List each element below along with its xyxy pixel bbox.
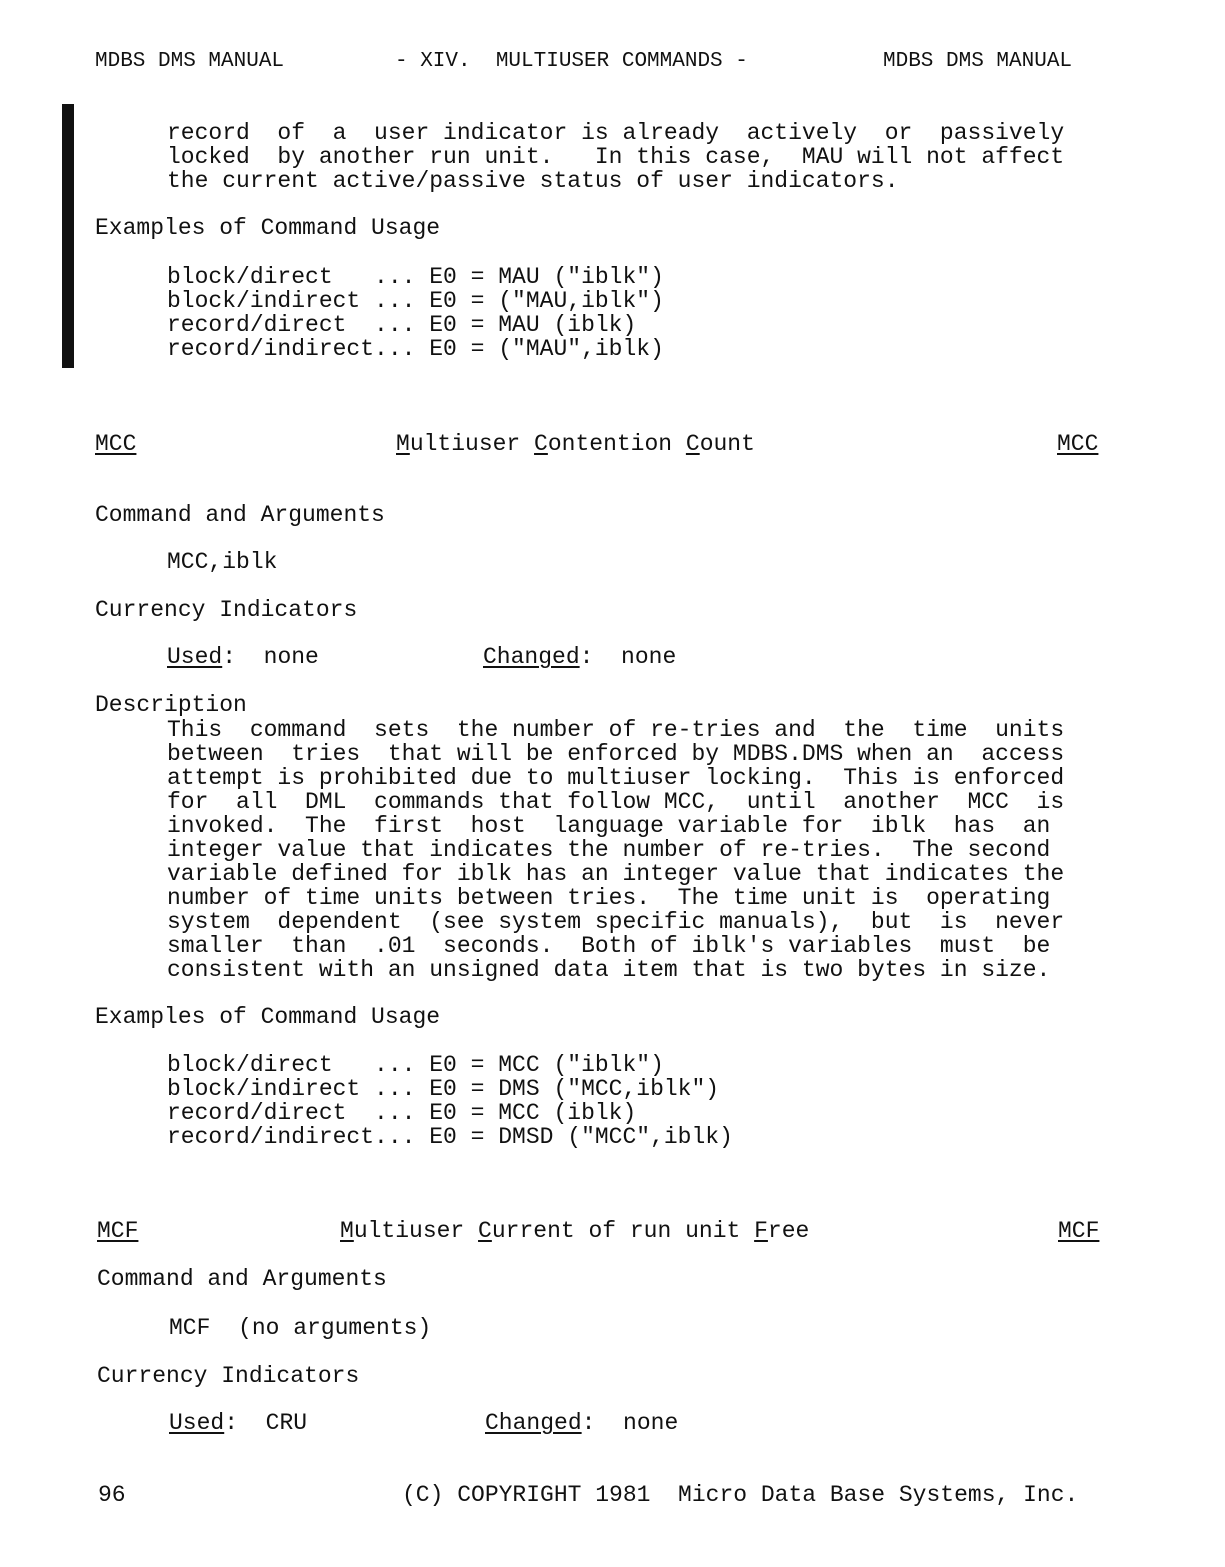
title-part: ontention xyxy=(547,431,686,457)
mcc-code-text: MCC xyxy=(1057,431,1099,457)
footer-copyright: (C) COPYRIGHT 1981 Micro Data Base Systems, Inc. xyxy=(402,1482,1079,1508)
mcc-title xyxy=(396,432,755,456)
mcc-code-right xyxy=(1057,432,1098,456)
changed-label: Changed xyxy=(483,644,580,670)
header-left: MDBS DMS MANUAL xyxy=(95,50,285,73)
title-initial: C xyxy=(478,1218,492,1244)
mcf-cmd-heading: Command and Arguments xyxy=(97,1266,387,1292)
mcf-cmd: MCF (no arguments) xyxy=(169,1315,432,1341)
mcc-cmd: MCC,iblk xyxy=(167,549,278,575)
mcc-examples-heading: Examples of Command Usage xyxy=(95,1004,441,1030)
changed-value: none xyxy=(621,644,677,670)
mcc-desc-line: attempt is prohibited due to multiuser locking. This is enforced xyxy=(167,765,1065,791)
intro-line: locked by another run unit. In this case, MAU will not affect xyxy=(167,144,1065,170)
title-part: urrent of run unit xyxy=(491,1218,755,1244)
mau-example-line: record/direct ... E0 = MAU (iblk) xyxy=(167,312,637,338)
mcc-desc-line: for all DML commands that follow MCC, until another MCC is xyxy=(167,789,1065,815)
mau-example-line: block/indirect ... E0 = ("MAU,iblk") xyxy=(167,288,664,314)
mau-example-line: block/direct ... E0 = MAU ("iblk") xyxy=(167,264,664,290)
mcc-desc-line: This command sets the number of re-tries and the time units xyxy=(167,717,1065,743)
mcc-desc-line: number of time units between tries. The time unit is operating xyxy=(167,885,1051,911)
mcf-code-text: MCF xyxy=(97,1218,139,1244)
mau-examples-heading: Examples of Command Usage xyxy=(95,215,441,241)
used-value: CRU xyxy=(265,1410,308,1436)
mau-example-line: record/indirect... E0 = ("MAU",iblk) xyxy=(167,336,664,362)
mcf-code-text: MCF xyxy=(1058,1218,1100,1244)
mcc-desc-line: invoked. The first host language variable for iblk has an xyxy=(167,813,1051,839)
mcc-desc-heading: Description xyxy=(95,692,247,718)
mcc-desc-line: between tries that will be enforced by MDBS.DMS when an access xyxy=(167,741,1065,767)
used-value: none xyxy=(263,644,319,670)
mcc-code-left xyxy=(95,432,136,456)
mcf-currency-heading: Currency Indicators xyxy=(97,1363,360,1389)
mcc-desc-line: variable defined for iblk has an integer value that indicates the xyxy=(167,861,1065,887)
intro-line: the current active/passive status of user indicators. xyxy=(167,168,899,194)
header-right: MDBS DMS MANUAL xyxy=(883,50,1073,73)
mcc-example-line: block/direct ... E0 = MCC ("iblk") xyxy=(167,1052,664,1078)
page-number: 96 xyxy=(98,1482,126,1508)
mcc-example-line: block/indirect ... E0 = DMS ("MCC,iblk") xyxy=(167,1076,720,1102)
mcc-example-line: record/direct ... E0 = MCC (iblk) xyxy=(167,1100,637,1126)
title-initial: M xyxy=(340,1218,354,1244)
title-part: ultiuser xyxy=(353,1218,479,1244)
change-bar xyxy=(62,104,74,368)
header-center: - XIV. MULTIUSER COMMANDS - xyxy=(395,50,748,73)
mcc-used: Used: none xyxy=(167,644,319,670)
changed-label: Changed xyxy=(485,1410,582,1436)
mcf-used: Used: CRU xyxy=(169,1410,308,1436)
title-initial: C xyxy=(534,431,548,457)
title-initial: M xyxy=(396,431,410,457)
changed-value: none xyxy=(623,1410,679,1436)
mcc-desc-line: consistent with an unsigned data item that is two bytes in size. xyxy=(167,957,1051,983)
mcf-code-right xyxy=(1058,1219,1099,1243)
mcc-desc-line: integer value that indicates the number of re-tries. The second xyxy=(167,837,1051,863)
mcc-desc-line: system dependent (see system specific manuals), but is never xyxy=(167,909,1065,935)
mcc-code-text: MCC xyxy=(95,431,137,457)
mcf-code-left xyxy=(97,1219,138,1243)
title-part: ultiuser xyxy=(409,431,535,457)
mcc-desc-line: smaller than .01 seconds. Both of iblk's variables must be xyxy=(167,933,1051,959)
mcc-example-line: record/indirect... E0 = DMSD ("MCC",iblk) xyxy=(167,1124,733,1150)
mcf-changed: Changed: none xyxy=(485,1410,679,1436)
used-label: Used xyxy=(169,1410,225,1436)
title-initial: F xyxy=(754,1218,768,1244)
used-label: Used xyxy=(167,644,223,670)
mcc-changed: Changed: none xyxy=(483,644,677,670)
mcc-currency-heading: Currency Indicators xyxy=(95,597,358,623)
title-initial: C xyxy=(685,431,700,457)
title-part: ree xyxy=(767,1218,810,1244)
mcf-title xyxy=(340,1219,809,1243)
title-part: ount xyxy=(699,431,755,457)
mcc-cmd-heading: Command and Arguments xyxy=(95,502,385,528)
intro-line: record of a user indicator is already actively or passively xyxy=(167,120,1065,146)
